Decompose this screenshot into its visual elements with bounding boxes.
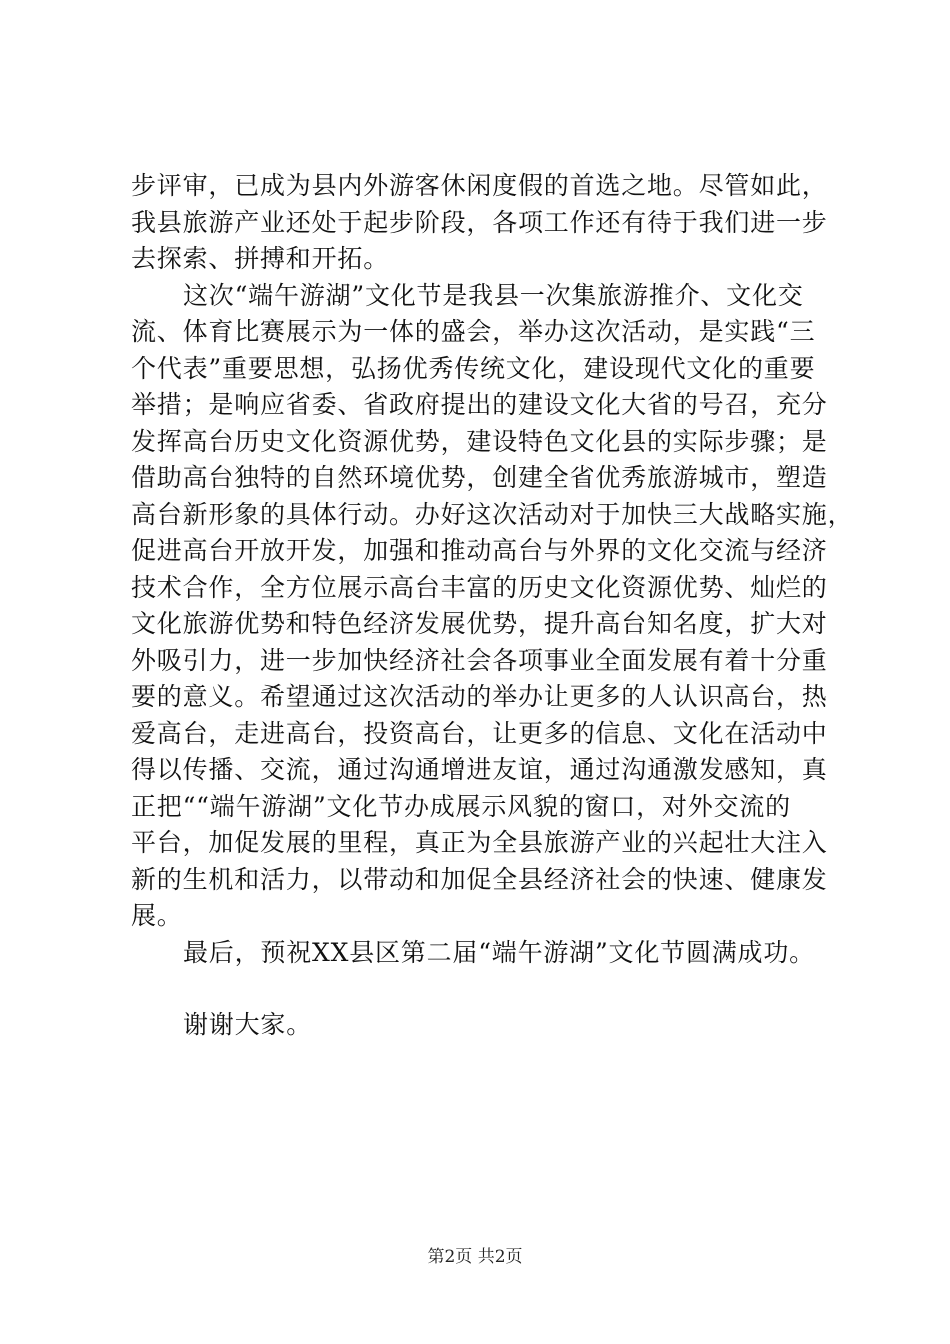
paragraph-start-line: 这次“端午游湖”文化节是我县一次集旅游推介、文化交 xyxy=(183,280,804,310)
text-line: 外吸引力，进一步加快经济社会各项事业全面发展有着十分重 xyxy=(131,645,828,675)
text-line: 流、体育比赛展示为一体的盛会，举办这次活动，是实践“三 xyxy=(131,317,816,346)
paragraph-gap xyxy=(131,971,831,1007)
text-line: 发挥高台历史文化资源优势，建设特色文化县的实际步骤；是 xyxy=(131,426,828,456)
closing-wish-line: 最后，预祝XX县区第二届“端午游湖”文化节圆满成功。 xyxy=(183,937,815,967)
text-line: 得以传播、交流，通过沟通增进友谊，通过沟通激发感知，真 xyxy=(131,755,828,784)
text-line: 我县旅游产业还处于起步阶段，各项工作还有待于我们进一步 xyxy=(131,207,828,237)
text-line: 促进高台开放开发，加强和推动高台与外界的文化交流与经济 xyxy=(131,536,828,565)
text-line: 文化旅游优势和特色经济发展优势，提升高台知名度，扩大对 xyxy=(131,609,828,638)
text-line: 要的意义。希望通过这次活动的举办让更多的人认识高台，热 xyxy=(131,682,828,711)
thanks-line: 谢谢大家。 xyxy=(183,1010,313,1039)
text-line: 高台新形象的具体行动。办好这次活动对于加快三大战略实施， xyxy=(131,499,854,529)
text-line: 去探索、拼搏和开拓。 xyxy=(131,244,390,273)
page-footer: 第2页 共2页 xyxy=(427,1247,523,1267)
text-line: 个代表”重要思想，弘扬优秀传统文化，建设现代文化的重要 xyxy=(131,353,816,383)
text-line: 技术合作，全方位展示高台丰富的历史文化资源优势、灿烂的 xyxy=(131,572,828,602)
text-line: 展。 xyxy=(131,901,183,930)
text-line: 借助高台独特的自然环境优势，创建全省优秀旅游城市，塑造 xyxy=(131,463,828,492)
text-line: 步评审，已成为县内外游客休闲度假的首选之地。尽管如此， xyxy=(131,171,828,200)
text-line: 平台，加促发展的里程，真正为全县旅游产业的兴起壮大注入 xyxy=(131,828,828,857)
text-line: 新的生机和活力，以带动和加促全县经济社会的快速、健康发 xyxy=(131,864,828,894)
text-line: 正把““端午游湖”文化节办成展示风貌的窗口，对外交流的 xyxy=(131,791,791,821)
document-body xyxy=(131,168,854,1044)
text-line: 爱高台，走进高台，投资高台，让更多的信息、文化在活动中 xyxy=(131,718,828,748)
text-line: 举措；是响应省委、省政府提出的建设文化大省的号召，充分 xyxy=(131,390,828,419)
